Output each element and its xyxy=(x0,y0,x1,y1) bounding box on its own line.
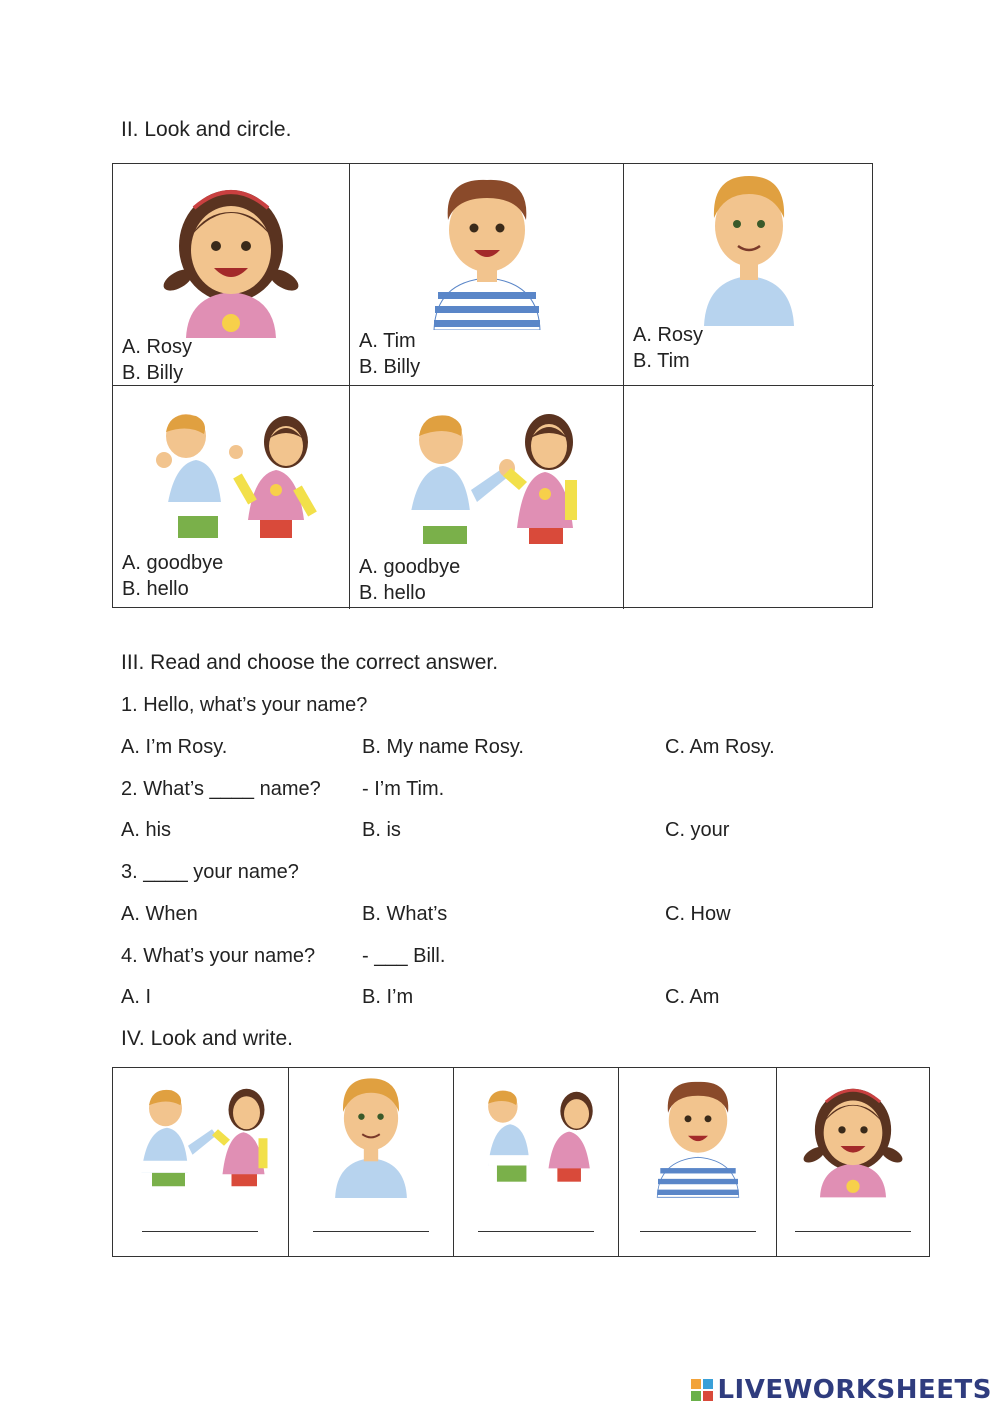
girl-rosy-icon xyxy=(156,168,306,338)
option-a[interactable]: A. Rosy xyxy=(122,336,193,358)
option-b[interactable]: B. Billy xyxy=(359,356,421,378)
kids-hello-icon xyxy=(125,1084,275,1188)
answer-c[interactable]: C. Am Rosy. xyxy=(665,736,775,758)
circle-item-3 xyxy=(624,164,874,386)
section-2-heading: II. Look and circle. xyxy=(121,118,292,141)
answer-blank[interactable] xyxy=(640,1231,756,1232)
boy-tim-icon xyxy=(648,1072,748,1198)
circle-item-5 xyxy=(350,386,624,609)
question-reply: - ___ Bill. xyxy=(362,945,446,967)
look-and-circle-grid xyxy=(112,163,873,608)
answer-b[interactable]: B. My name Rosy. xyxy=(362,736,524,758)
answer-c[interactable]: C. Am xyxy=(665,986,720,1008)
option-b[interactable]: B. Tim xyxy=(633,350,690,372)
option-b[interactable]: B. hello xyxy=(122,578,189,600)
answer-a[interactable]: A. When xyxy=(121,903,198,925)
option-a[interactable]: A. Tim xyxy=(359,330,416,352)
circle-item-4 xyxy=(113,386,350,609)
answer-a[interactable]: A. his xyxy=(121,819,172,841)
question-text: 4. What’s your name? xyxy=(121,945,316,967)
circle-item-2 xyxy=(350,164,624,386)
option-b[interactable]: B. hello xyxy=(359,582,426,604)
boy-tim-icon xyxy=(422,168,552,330)
write-item-5 xyxy=(777,1068,929,1256)
write-item-4 xyxy=(619,1068,778,1256)
option-a[interactable]: A. Rosy xyxy=(633,324,704,346)
question-text: 2. What’s ____ name? xyxy=(121,778,321,800)
answer-c[interactable]: C. your xyxy=(665,819,730,841)
answer-b[interactable]: B. What’s xyxy=(362,903,448,925)
empty-cell xyxy=(624,386,874,609)
logo-icon xyxy=(691,1379,713,1401)
answer-blank[interactable] xyxy=(313,1231,429,1232)
answer-c[interactable]: C. How xyxy=(665,903,731,925)
boy-billy-icon xyxy=(694,168,804,326)
liveworksheets-logo[interactable] xyxy=(691,1375,992,1405)
kids-hello-icon xyxy=(387,410,587,544)
question-reply: - I’m Tim. xyxy=(362,778,445,800)
answer-a[interactable]: A. I’m Rosy. xyxy=(121,736,228,758)
write-item-1 xyxy=(113,1068,289,1256)
write-item-2 xyxy=(289,1068,455,1256)
kids-goodbye-icon xyxy=(136,412,326,540)
answer-blank[interactable] xyxy=(478,1231,594,1232)
answer-b[interactable]: B. is xyxy=(362,819,401,841)
circle-item-1 xyxy=(113,164,350,386)
answer-b[interactable]: B. I’m xyxy=(362,986,414,1008)
section-3-heading: III. Read and choose the correct answer. xyxy=(121,651,499,674)
girl-rosy-icon xyxy=(798,1072,908,1198)
answer-blank[interactable] xyxy=(795,1231,911,1232)
boy-billy-icon xyxy=(327,1072,415,1198)
answer-blank[interactable] xyxy=(142,1231,258,1232)
option-a[interactable]: A. goodbye xyxy=(122,552,224,574)
option-a[interactable]: A. goodbye xyxy=(359,556,461,578)
question-text: 3. ____ your name? xyxy=(121,861,299,883)
brand-name: LIVEWORKSHEETS xyxy=(717,1375,992,1405)
answer-a[interactable]: A. I xyxy=(121,986,152,1008)
option-b[interactable]: B. Billy xyxy=(122,362,184,384)
write-item-3 xyxy=(454,1068,619,1256)
kids-goodbye-icon xyxy=(466,1088,606,1184)
section-4-heading: IV. Look and write. xyxy=(121,1027,293,1050)
question-text: 1. Hello, what’s your name? xyxy=(121,694,368,716)
look-and-write-grid xyxy=(112,1067,930,1257)
